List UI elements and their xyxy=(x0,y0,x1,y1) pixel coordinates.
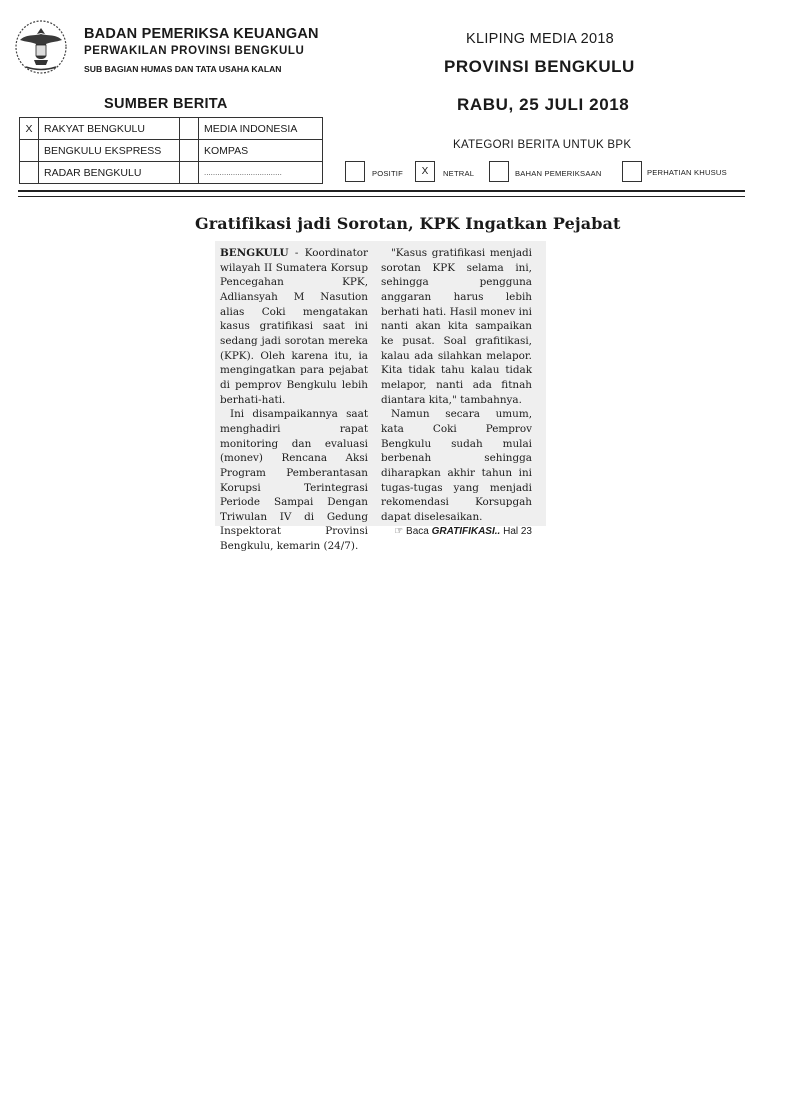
source-name: RAKYAT BENGKULU xyxy=(39,118,180,140)
source-row xyxy=(20,118,323,140)
source-name: RADAR BENGKULU xyxy=(39,162,180,184)
source-mark xyxy=(180,162,199,184)
source-mark xyxy=(180,118,199,140)
article-paragraph: Namun secara umum, kata Coki Pemprov Bengkulu sudah mulai berbenah sehingga diharapkan akhir tahun ini tugas-tugas yang menjadi rekomendasi Korsupgah dapat diselesaikan. xyxy=(381,408,532,523)
article-headline: Gratifikasi jadi Sorotan, KPK Ingatkan Pejabat xyxy=(195,214,621,233)
category-checkbox-perhatian-khusus[interactable] xyxy=(622,161,642,182)
org-name: BADAN PEMERIKSA KEUANGAN xyxy=(84,26,319,42)
article-column-right xyxy=(381,246,532,540)
kliping-title: KLIPING MEDIA 2018 xyxy=(466,31,615,47)
category-label-bahan-pemeriksaan: BAHAN PEMERIKSAAN xyxy=(515,169,602,178)
category-checkbox-netral[interactable]: X xyxy=(415,161,435,182)
org-subdivision: SUB BAGIAN HUMAS DAN TATA USAHA KALAN xyxy=(84,64,282,74)
source-row xyxy=(20,162,323,184)
article-paragraph-text: - Koordinator wilayah II Sumatera Korsup Pencegahan KPK, Adliansyah M Nasution alias Coki mengatakan kasus gratifikasi saat ini sedang jadi sorotan mereka (KPK). Oleh karena itu, ia mengingatkan para pejabat di pemprov Bengkulu lebih berhati-hati. xyxy=(220,247,368,406)
article-paragraph: Ini disampaikannya saat menghadiri rapat monitoring dan evaluasi (monev) Rencana Aksi Program Pemberantasan Korupsi Terintegrasi Periode Sampai Dengan Triwulan IV di Gedung Inspektorat Provinsi Bengkulu, kemarin (24/7). xyxy=(220,408,368,553)
category-title: KATEGORI BERITA UNTUK BPK xyxy=(453,139,632,151)
source-row xyxy=(20,140,323,162)
header-divider-bottom xyxy=(18,196,745,197)
source-mark xyxy=(20,140,39,162)
category-label-positif: POSITIF xyxy=(372,169,403,178)
article-dateline: BENGKULU xyxy=(220,247,289,259)
continuation-prefix: Baca xyxy=(406,526,432,538)
article-column-left xyxy=(220,246,368,554)
continuation-reference: ☞ Baca GRATIFIKASI.. Hal 23 xyxy=(394,526,532,538)
source-mark xyxy=(20,162,39,184)
category-label-perhatian-khusus: PERHATIAN KHUSUS xyxy=(647,168,727,177)
province-title: PROVINSI BENGKULU xyxy=(444,57,635,76)
sources-title: SUMBER BERITA xyxy=(104,96,228,112)
category-checkbox-positif[interactable] xyxy=(345,161,365,182)
continuation-title: GRATIFIKASI.. xyxy=(431,526,501,538)
org-branch: PERWAKILAN PROVINSI BENGKULU xyxy=(84,45,305,57)
header-divider-top xyxy=(18,190,745,192)
source-name: KOMPAS xyxy=(199,140,323,162)
garuda-emblem-icon xyxy=(12,16,70,76)
source-name: ................................... xyxy=(199,162,323,184)
category-checkbox-bahan-pemeriksaan[interactable] xyxy=(489,161,509,182)
sources-table xyxy=(19,117,323,184)
article-paragraph: "Kasus gratifikasi menjadi sorotan KPK selama ini, sehingga pengguna anggaran harus lebih berhati hati. Hasil monev ini nanti akan kita sampaikan ke pusat. Soal grafitikasi, kalau ada silahkan melapor. Kita tidak tahu kalau tidak melapor, nanti ada fitnah diantara kita," tambahnya. xyxy=(381,247,532,406)
article-paragraph xyxy=(220,246,368,407)
source-mark: X xyxy=(20,118,39,140)
source-mark xyxy=(180,140,199,162)
category-label-netral: NETRAL xyxy=(443,169,475,178)
source-name: BENGKULU EKSPRESS xyxy=(39,140,180,162)
continuation-page: Hal 23 xyxy=(500,526,532,538)
clipping-date: RABU, 25 JULI 2018 xyxy=(457,95,630,114)
source-name: MEDIA INDONESIA xyxy=(199,118,323,140)
